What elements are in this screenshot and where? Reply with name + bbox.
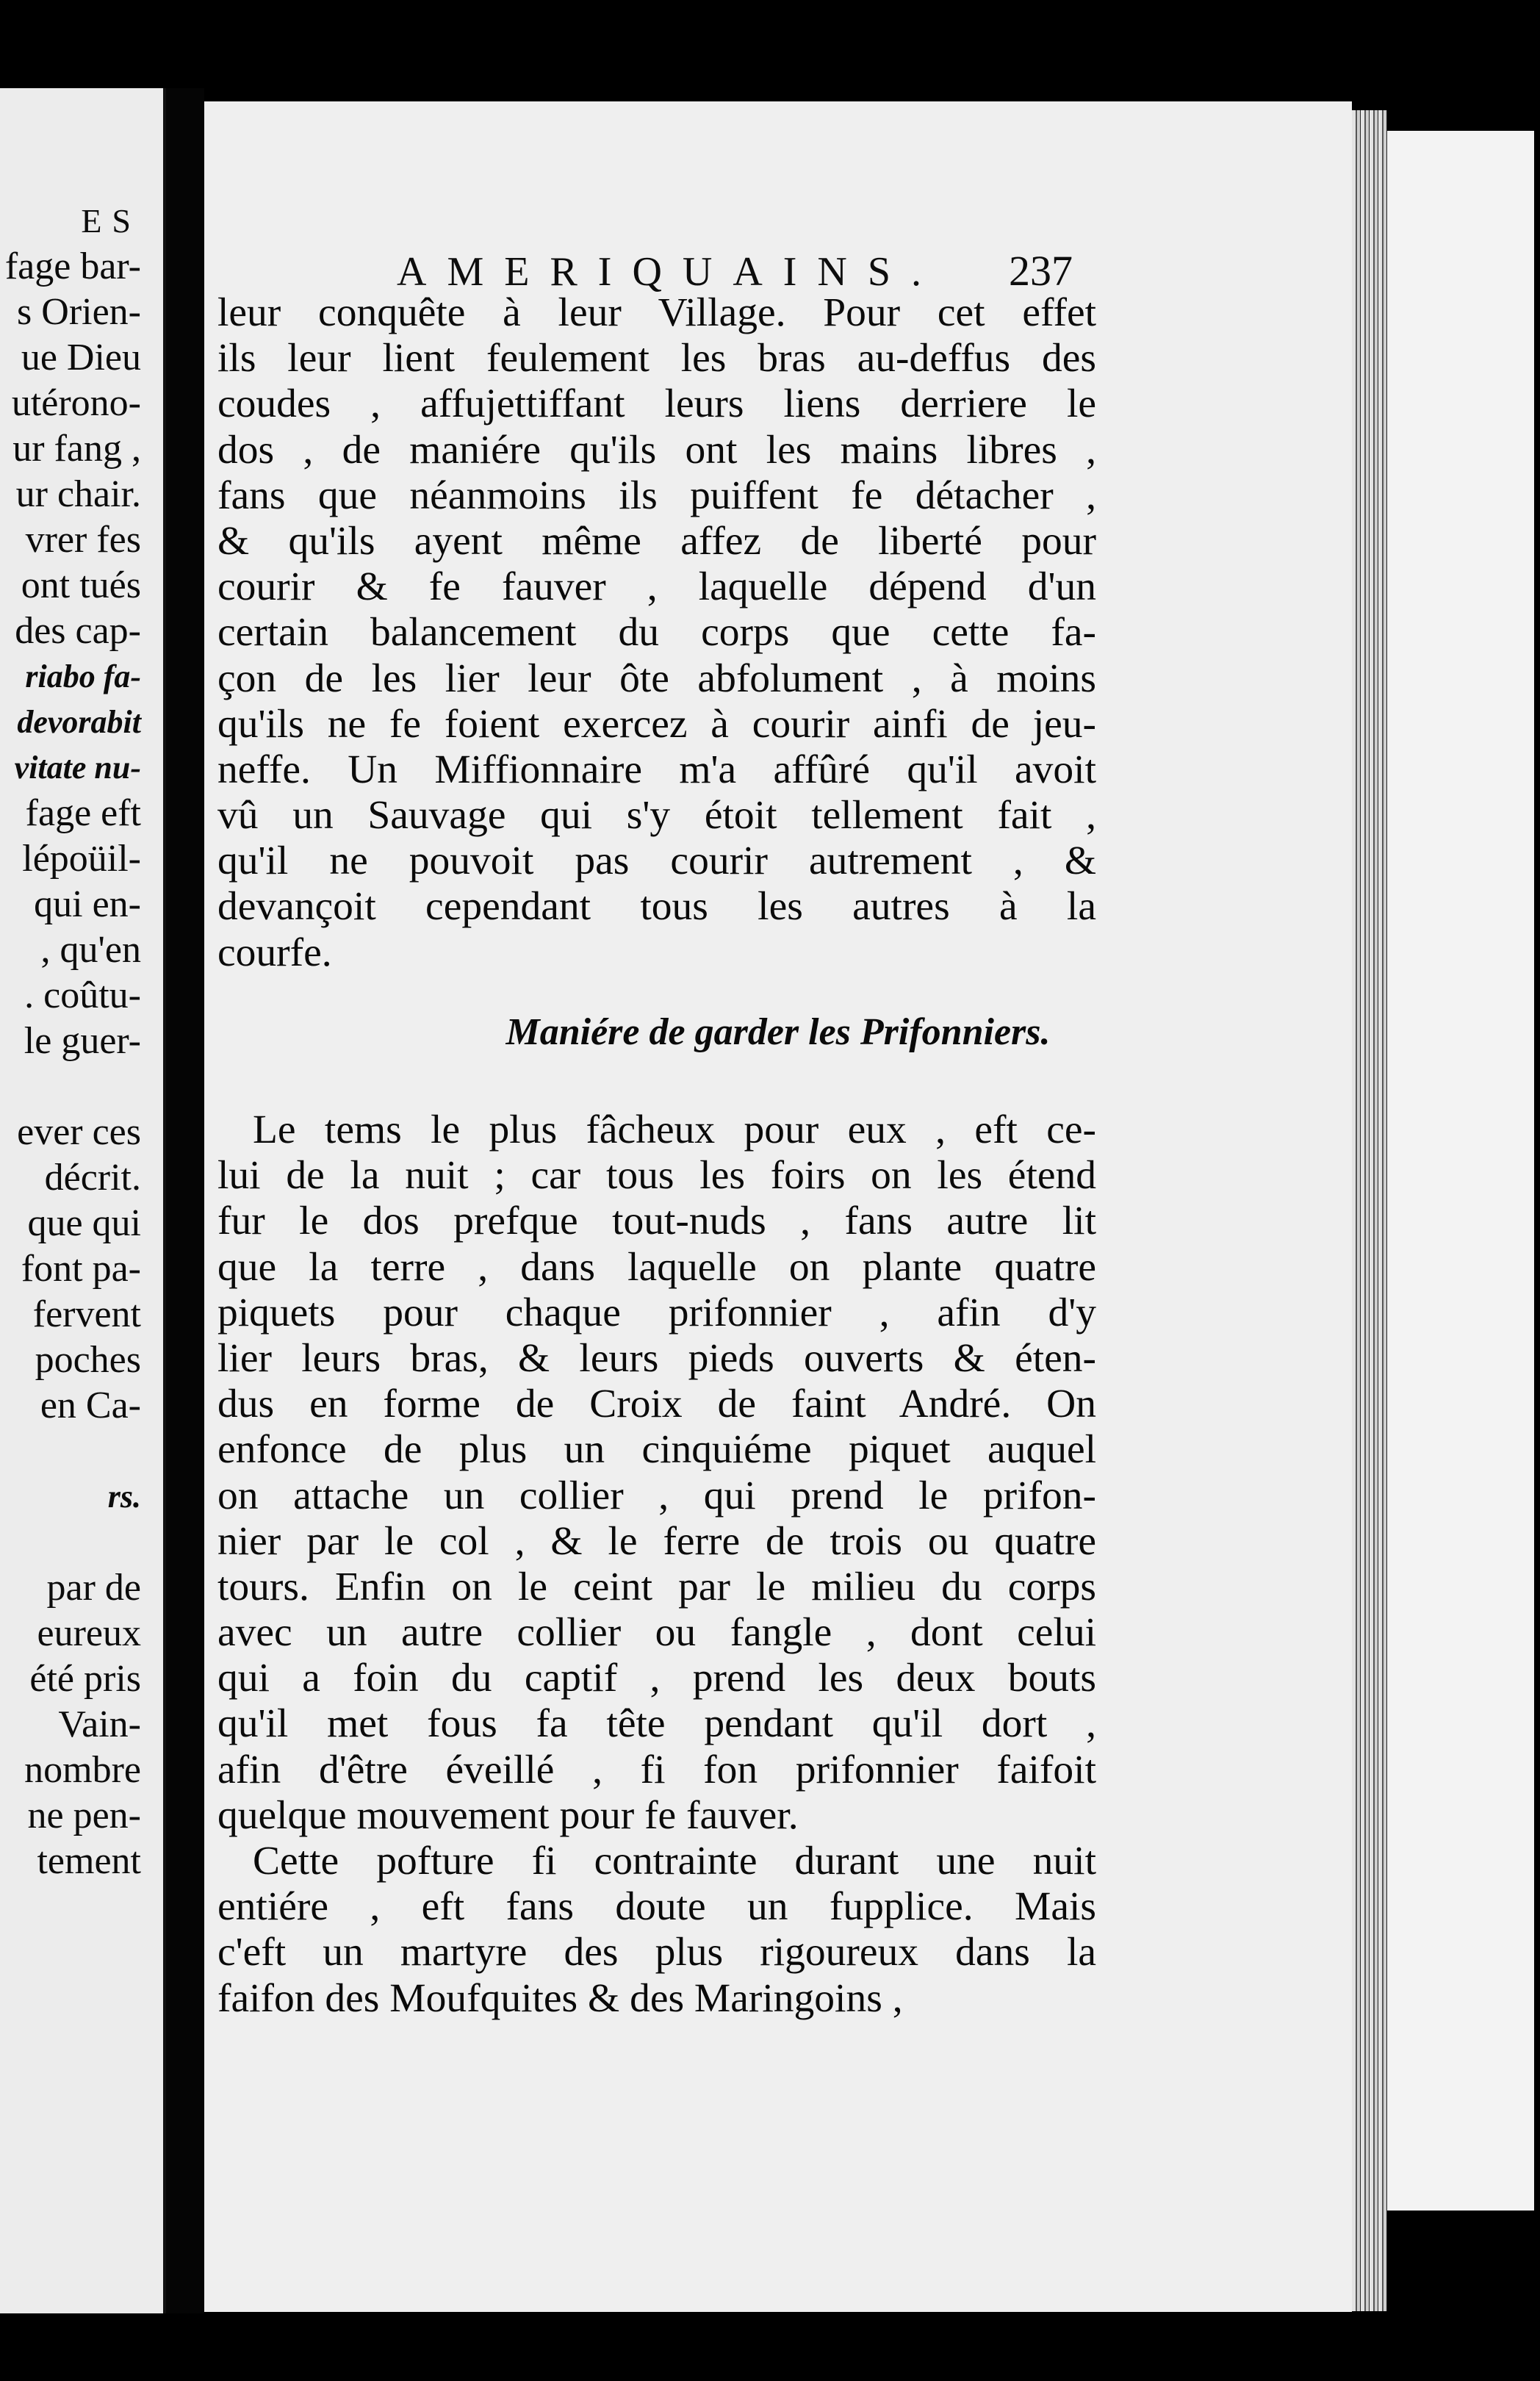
left-page-line: utérono- bbox=[11, 382, 141, 424]
left-page-line: fage bar- bbox=[4, 245, 141, 287]
running-head-title: AMERIQUAINS. bbox=[397, 249, 942, 295]
left-page-line: lépoüil- bbox=[22, 838, 141, 880]
text-line: afin d'être éveillé , fi fon prifonnier faifoit bbox=[217, 1747, 1096, 1792]
text-line: qui a foin du captif , prend les deux bouts bbox=[217, 1656, 1096, 1701]
left-page-line: ur fang , bbox=[12, 428, 141, 470]
text-line: qu'ils ne fe foient exercez à courir ainfi de jeu- bbox=[217, 701, 1096, 747]
book-gutter bbox=[166, 88, 204, 2313]
left-page-line: été pris bbox=[29, 1658, 141, 1700]
text-line: çon de les lier leur ôte abfolument , à moins bbox=[217, 656, 1096, 701]
left-page-line: vitate nu- bbox=[14, 750, 141, 786]
text-line: tours. Enfin on le ceint par le milieu du corps bbox=[217, 1564, 1096, 1609]
text-line: lui de la nuit ; car tous les foirs on les étend bbox=[217, 1153, 1096, 1199]
text-line: que la terre , dans laquelle on plante quatre bbox=[217, 1244, 1096, 1290]
left-page-line: eureux bbox=[37, 1612, 141, 1654]
left-page-line: qui en- bbox=[34, 883, 141, 925]
text-line: ils leur lient feulement les bras au-deffus des bbox=[217, 336, 1096, 381]
text-line: fans que néanmoins ils puiffent fe détacher , bbox=[217, 473, 1096, 518]
text-line: fur le dos prefque tout-nuds , fans autre lit bbox=[217, 1199, 1096, 1244]
text-line: coudes , affujettiffant leurs liens derriere le bbox=[217, 381, 1096, 427]
left-page-line: ES bbox=[81, 202, 141, 240]
left-page-line: décrit. bbox=[44, 1157, 141, 1199]
paragraph-2-3 bbox=[217, 1107, 1096, 2022]
left-page-line: des cap- bbox=[15, 610, 141, 652]
text-line: nier par le col , & le ferre de trois ou quatre bbox=[217, 1518, 1096, 1564]
running-head bbox=[397, 246, 1073, 295]
left-page-line: riabo fa- bbox=[25, 658, 141, 694]
page-edges bbox=[1352, 110, 1387, 2311]
left-page-line bbox=[5, 1520, 141, 1565]
left-page-line: en Ca- bbox=[40, 1385, 141, 1426]
left-page-line: tement bbox=[37, 1840, 141, 1882]
left-page-line: Vain- bbox=[58, 1703, 141, 1745]
text-line: piquets pour chaque prifonnier , afin d'y bbox=[217, 1290, 1096, 1335]
left-page-fragment bbox=[0, 88, 166, 2313]
left-page-line: vrer fes bbox=[25, 519, 141, 561]
text-line: on attache un collier , qui prend le prifon- bbox=[217, 1473, 1096, 1518]
left-page-line: ever ces bbox=[17, 1111, 141, 1153]
left-page-line: fervent bbox=[32, 1293, 141, 1335]
left-page-line: par de bbox=[46, 1567, 141, 1609]
left-page-line: devorabit bbox=[17, 704, 141, 740]
left-page-line: poches bbox=[35, 1339, 141, 1381]
left-page-line: que qui bbox=[27, 1202, 141, 1244]
text-line: certain balancement du corps que cette fa- bbox=[217, 610, 1096, 656]
section-heading: Maniére de garder les Prifonniers. bbox=[505, 1011, 1051, 1053]
text-line: leur conquête à leur Village. Pour cet effet bbox=[217, 290, 1096, 335]
text-line: & qu'ils ayent même affez de liberté pour bbox=[217, 518, 1096, 564]
text-line: courir & fe fauver , laquelle dépend d'un bbox=[217, 564, 1096, 610]
text-line: vû un Sauvage qui s'y étoit tellement fait , bbox=[217, 793, 1096, 838]
left-page-line: ur chair. bbox=[15, 473, 141, 515]
text-line: c'eft un martyre des plus rigoureux dans la bbox=[217, 1930, 1096, 1975]
text-line: faifon des Moufquites & des Maringoins , bbox=[217, 1975, 903, 2021]
left-page-text bbox=[5, 198, 141, 1884]
left-page-line: . coûtu- bbox=[24, 974, 141, 1016]
text-line: enfonce de plus un cinquiéme piquet auquel bbox=[217, 1427, 1096, 1473]
text-line: lier leurs bras, & leurs pieds ouverts & éten- bbox=[217, 1335, 1096, 1381]
left-page-line: fage eft bbox=[25, 792, 141, 834]
left-page-line: s Orien- bbox=[17, 291, 141, 333]
left-page-line: ne pen- bbox=[27, 1795, 141, 1836]
text-line: qu'il met fous fa tête pendant qu'il dort , bbox=[217, 1701, 1096, 1747]
text-line: Le tems le plus fâcheux pour eux , eft ce- bbox=[253, 1107, 1096, 1152]
text-line: Cette pofture fi contrainte durant une nuit bbox=[253, 1839, 1096, 1883]
next-page-edge bbox=[1387, 131, 1534, 2211]
left-page-line: ue Dieu bbox=[21, 337, 141, 378]
left-page-line: font pa- bbox=[21, 1248, 141, 1290]
left-page-line bbox=[5, 1064, 141, 1110]
text-line: dos , de maniére qu'ils ont les mains libres , bbox=[217, 427, 1096, 473]
text-line: devançoit cependant tous les autres à la bbox=[217, 884, 1096, 930]
page-number: 237 bbox=[1009, 247, 1073, 295]
text-line: entiére , eft fans doute un fupplice. Mais bbox=[217, 1884, 1096, 1930]
text-line: courfe. bbox=[217, 930, 332, 975]
left-page-line: , qu'en bbox=[40, 929, 141, 971]
left-page-line: nombre bbox=[24, 1749, 141, 1791]
text-line: quelque mouvement pour fe fauver. bbox=[217, 1792, 799, 1838]
text-line: neffe. Un Miffionnaire m'a affûré qu'il avoit bbox=[217, 747, 1096, 792]
paragraph-1 bbox=[217, 290, 1096, 976]
left-page-line: le guer- bbox=[24, 1020, 141, 1062]
text-line: qu'il ne pouvoit pas courir autrement , & bbox=[217, 838, 1096, 884]
left-page-line bbox=[5, 1429, 141, 1474]
left-page-line: ont tués bbox=[21, 564, 141, 606]
left-page-line: rs. bbox=[107, 1479, 141, 1515]
text-line: avec un autre collier ou fangle , dont celui bbox=[217, 1610, 1096, 1656]
text-line: dus en forme de Croix de faint André. On bbox=[217, 1382, 1096, 1427]
